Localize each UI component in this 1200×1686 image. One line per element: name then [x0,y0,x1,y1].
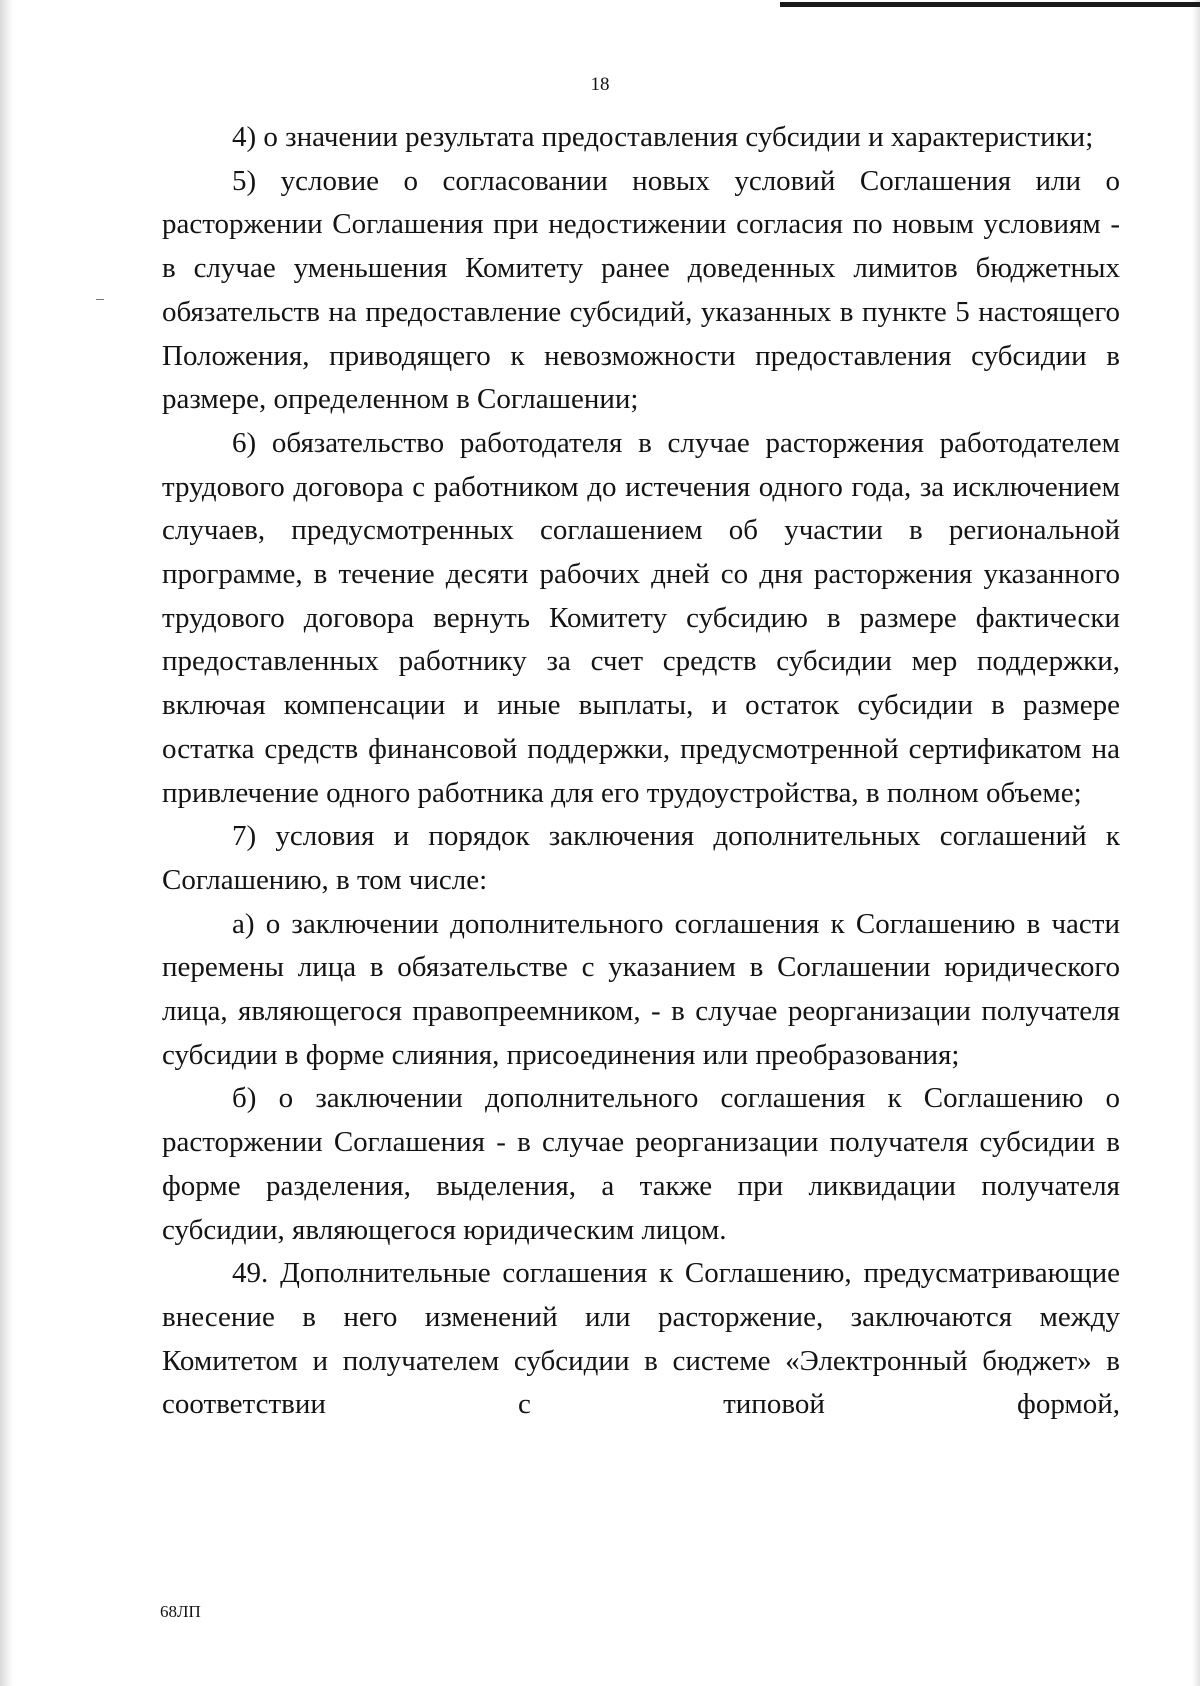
scan-left-edge [0,0,14,1686]
scan-corner-line [780,2,1200,7]
scan-right-edge [1192,0,1200,1686]
paragraph-item-4: 4) о значении результата предоставления субсидии и характеристики; [232,121,1094,153]
paragraph-item-6: 6) обязательство работодателя в случае расторжения работодателем трудового договора с работником до истечения одного года, за исключением случаев, предусмотренных соглашением об участии в региональной программе, в течение десяти рабочих дней со дня расторжения указанного трудового договора вернуть Комитету субсидию в размере фактически предоставленных работнику за счет средств субсидии мер поддержки, включая компенсации и иные выплаты, и остаток субсидии в размере остатка средств финансовой поддержки, предусмотренной сертификатом на привлечение одного работника для его трудоустройства, в полном объеме; [162,426,1120,809]
paragraph-item-7: 7) условия и порядок заключения дополнительных соглашений к Соглашению, в том числе: [162,820,1120,896]
document-code: 68ЛП [160,1602,201,1621]
paragraph-subitem-b: б) о заключении дополнительного соглашения к Соглашению о расторжении Соглашения - в случае реорганизации получателя субсидии в форме разделения, выделения, а также при ликвидации получателя субсидии, являющегося юридическим лицом. [162,1082,1120,1246]
margin-mark [96,299,104,300]
paragraph-clause-49: 49. Дополнительные соглашения к Соглашению, предусматривающие внесение в него изменений или расторжение, заключаются между Комитетом и получателем субсидии в системе «Электронный бюджет» в соответствии с типовой формой, [162,1257,1120,1421]
paragraph-item-5: 5) условие о согласовании новых условий Соглашения или о расторжении Соглашения при недостижении согласия по новым условиям - в случае уменьшения Комитету ранее доведенных лимитов бюджетных обязательств на предоставление субсидий, указанных в пункте 5 настоящего Положения, приводящего к невозможности предоставления субсидии в размере, определенном в Соглашении; [162,164,1120,416]
page-number: 18 [590,74,610,95]
paragraph-subitem-a: а) о заключении дополнительного соглашения к Соглашению в части перемены лица в обязательстве с указанием в Соглашении юридического лица, являющегося правопреемником, - в случае реорганизации получателя субсидии в форме слияния, присоединения или преобразования; [162,907,1120,1071]
document-body [162,116,1120,1427]
